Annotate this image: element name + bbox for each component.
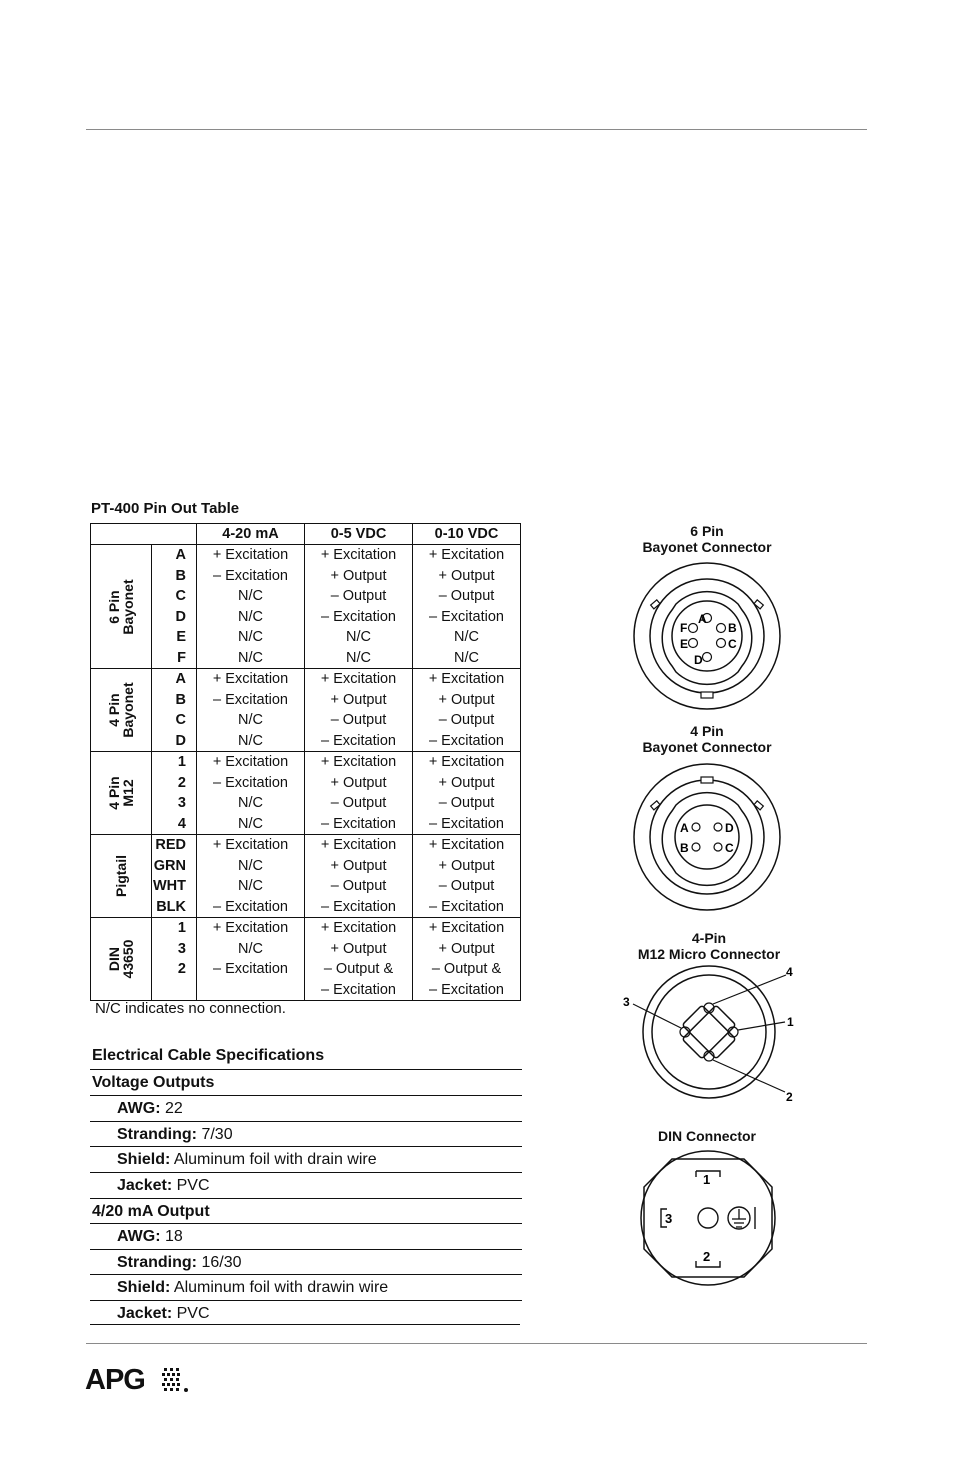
- pin-d-label: D: [725, 821, 734, 835]
- signal-cell-v10: [413, 835, 521, 918]
- pin-b-label: B: [728, 621, 737, 635]
- pin-3-label: 3: [665, 1211, 673, 1226]
- pin-id: F: [177, 649, 186, 666]
- pin-id: D: [175, 732, 186, 749]
- four-pin-connector-title: [607, 723, 807, 755]
- signal-value: N/C: [238, 588, 263, 604]
- spec-item: Stranding: 16/30: [90, 1249, 522, 1275]
- label-line: Pigtail: [113, 854, 129, 898]
- signal-value: N/C: [346, 649, 371, 666]
- signal-value: – Excitation: [429, 815, 504, 832]
- pinout-table: [90, 523, 521, 1001]
- spec-item: Shield: Aluminum foil with drawin wire: [90, 1274, 522, 1300]
- title-line: Bayonet Connector: [642, 739, 772, 755]
- pin-id: 1: [177, 920, 186, 936]
- signal-value: – Output: [438, 878, 495, 894]
- signal-cell-v10: [413, 669, 521, 752]
- pin-id-cell: [152, 835, 197, 918]
- label-line: 4 Pin: [106, 693, 122, 727]
- table-row: [91, 545, 521, 669]
- pin-a-socket: [692, 823, 700, 831]
- label-line: Bayonet: [120, 578, 136, 635]
- signal-value: N/C: [238, 732, 263, 749]
- spec-table-bottom-rule: [90, 1324, 520, 1325]
- pin-b-socket: [692, 843, 700, 851]
- pin-id: B: [175, 691, 186, 708]
- signal-cell-v5: [305, 545, 413, 669]
- m12-connector-diagram: [615, 962, 805, 1107]
- pin-id: A: [175, 547, 186, 563]
- pin-id: GRN: [153, 857, 186, 874]
- label-line: Bayonet: [120, 682, 136, 738]
- label-line: 6 Pin: [106, 589, 122, 624]
- six-pin-connector-diagram: [628, 562, 788, 712]
- pin-id-cell: [152, 918, 197, 1001]
- title-line: 6 Pin: [690, 523, 724, 539]
- pin-c-socket: [717, 639, 726, 648]
- signal-value: – Excitation: [213, 567, 288, 584]
- signal-value: – Excitation: [321, 608, 396, 625]
- signal-value: + Excitation: [320, 671, 397, 687]
- connector-group-label-text: [107, 579, 135, 634]
- signal-cell-ma: [197, 835, 305, 918]
- pin-2-label: 2: [786, 1090, 793, 1104]
- connector-group-label: [91, 918, 152, 1001]
- connector-group-label-text: [114, 855, 128, 897]
- pin-2-label: 2: [703, 1249, 711, 1264]
- signal-value: – Output &: [431, 961, 502, 977]
- signal-value: – Excitation: [321, 815, 396, 832]
- pin-id: 2: [177, 961, 186, 977]
- pin-id-cell: [152, 752, 197, 835]
- spec-item: Jacket: PVC: [90, 1172, 522, 1198]
- signal-value: – Output: [438, 588, 495, 604]
- pin-id: C: [175, 712, 186, 728]
- spec-item: Shield: Aluminum foil with drain wire: [90, 1146, 522, 1172]
- signal-value: – Output: [330, 878, 387, 894]
- pin-id: D: [175, 608, 186, 625]
- signal-value: + Excitation: [212, 547, 289, 563]
- connector-group-label-text: [107, 940, 135, 979]
- signal-value: + Output: [330, 691, 387, 708]
- pin-id: B: [175, 567, 186, 584]
- label-line: DIN: [106, 946, 122, 972]
- pin-3-label: 3: [623, 995, 630, 1009]
- pin-d-socket: [714, 823, 722, 831]
- signal-value: + Excitation: [212, 920, 289, 936]
- bottom-divider: [86, 1343, 867, 1344]
- signal-value: + Output: [438, 774, 495, 791]
- column-header: 0-5 VDC: [305, 524, 413, 545]
- signal-value: – Excitation: [321, 981, 396, 998]
- pin-c-socket: [714, 843, 722, 851]
- title-line: Bayonet Connector: [642, 539, 772, 555]
- pin-id: C: [175, 588, 186, 604]
- signal-value: N/C: [454, 629, 479, 645]
- spec-item: AWG: 22: [90, 1095, 522, 1121]
- signal-value: + Excitation: [212, 837, 289, 853]
- title-line: 4-Pin: [691, 930, 727, 946]
- pin-id-cell: [152, 545, 197, 669]
- signal-value: + Excitation: [320, 920, 397, 936]
- table-corner-cell: [91, 524, 197, 545]
- signal-cell-ma: [197, 545, 305, 669]
- pin-f-socket: [689, 624, 698, 633]
- signal-value: N/C: [454, 649, 479, 666]
- signal-cell-v5: [305, 752, 413, 835]
- label-line: M12: [120, 779, 136, 807]
- signal-value: + Output: [330, 857, 387, 874]
- signal-value: – Output: [330, 795, 387, 811]
- spec-section-heading: 4/20 mA Output: [90, 1198, 522, 1224]
- signal-cell-v10: [413, 918, 521, 1001]
- pin-1-label: 1: [703, 1172, 711, 1187]
- signal-value: N/C: [238, 649, 263, 666]
- signal-value: – Output &: [323, 961, 394, 977]
- signal-value: + Excitation: [320, 837, 397, 853]
- pin-e-label: E: [680, 637, 689, 651]
- signal-value: – Excitation: [213, 961, 288, 977]
- spec-section-heading: Voltage Outputs: [90, 1069, 522, 1095]
- signal-value: + Output: [330, 940, 387, 957]
- apg-logo: APG: [85, 1364, 145, 1396]
- title-line: M12 Micro Connector: [637, 946, 781, 962]
- pin-a-label: A: [698, 612, 707, 626]
- six-pin-connector-title: [607, 523, 807, 555]
- pin-c-label: C: [725, 841, 734, 855]
- signal-value: – Excitation: [213, 898, 288, 915]
- signal-value: + Output: [438, 567, 495, 584]
- cable-specs-title: Electrical Cable Specifications: [92, 1047, 325, 1064]
- signal-value: + Excitation: [212, 671, 289, 687]
- pin-id: 3: [177, 795, 186, 811]
- signal-value: – Excitation: [213, 774, 288, 791]
- connector-group-label: [91, 545, 152, 669]
- pin-1-label: 1: [787, 1015, 794, 1029]
- signal-value: – Output: [330, 712, 387, 728]
- pin-id: 1: [177, 754, 186, 770]
- signal-cell-v5: [305, 669, 413, 752]
- pin-id: A: [175, 671, 186, 687]
- signal-cell-v10: [413, 545, 521, 669]
- pin-e-socket: [689, 639, 698, 648]
- label-line: 4 Pin: [106, 776, 122, 810]
- signal-value: N/C: [238, 712, 263, 728]
- spec-item: Jacket: PVC: [90, 1300, 522, 1326]
- signal-cell-v5: [305, 835, 413, 918]
- title-line: 4 Pin: [690, 723, 724, 739]
- signal-value: – Excitation: [429, 898, 504, 915]
- signal-value: + Excitation: [212, 754, 289, 770]
- connector-group-label: [91, 835, 152, 918]
- signal-value: – Output: [438, 795, 495, 811]
- signal-value: + Excitation: [428, 754, 505, 770]
- signal-value: – Excitation: [213, 691, 288, 708]
- signal-value: – Excitation: [429, 608, 504, 625]
- signal-value: N/C: [238, 940, 263, 957]
- pinout-table-title: PT-400 Pin Out Table: [91, 500, 240, 517]
- table-row: [91, 835, 521, 918]
- signal-cell-ma: [197, 918, 305, 1001]
- signal-value: + Output: [438, 857, 495, 874]
- signal-value: – Excitation: [429, 732, 504, 749]
- signal-value: N/C: [238, 878, 263, 894]
- signal-value: N/C: [238, 815, 263, 832]
- pin-id: WHT: [152, 878, 186, 894]
- spec-item: Stranding: 7/30: [90, 1121, 522, 1147]
- table-row: [91, 752, 521, 835]
- din-connector-diagram: [634, 1149, 784, 1289]
- connector-group-label-text: [107, 776, 135, 809]
- signal-value: + Excitation: [428, 671, 505, 687]
- signal-value: N/C: [238, 795, 263, 811]
- table-row: [91, 918, 521, 1001]
- signal-value: + Excitation: [320, 754, 397, 770]
- signal-value: + Excitation: [320, 547, 397, 563]
- pin-f-label: F: [680, 621, 688, 635]
- pin-id: E: [176, 629, 186, 645]
- pin-id: 2: [177, 774, 186, 791]
- pin-id: 4: [177, 815, 186, 832]
- signal-value: + Output: [330, 774, 387, 791]
- pin-4-label: 4: [786, 965, 793, 979]
- signal-value: + Output: [438, 940, 495, 957]
- pin-d-label: D: [694, 653, 703, 667]
- pin-id: 3: [177, 940, 186, 957]
- pin-d-socket: [703, 653, 712, 662]
- pin-id: BLK: [156, 898, 186, 915]
- signal-value: N/C: [238, 857, 263, 874]
- apg-logo-mark-icon: [162, 1368, 190, 1394]
- label-line: 43650: [120, 939, 136, 979]
- signal-value: + Excitation: [428, 837, 505, 853]
- connector-group-label: [91, 669, 152, 752]
- signal-value: – Excitation: [321, 898, 396, 915]
- top-divider: [86, 129, 867, 130]
- table-row: [91, 669, 521, 752]
- din-connector-title: DIN Connector: [658, 1128, 756, 1144]
- connector-group-label: [91, 752, 152, 835]
- column-header: 0-10 VDC: [413, 524, 521, 545]
- pin-c-label: C: [728, 637, 737, 651]
- table-footnote: N/C indicates no connection.: [95, 1000, 286, 1017]
- pin-b-socket: [717, 624, 726, 633]
- signal-cell-v5: [305, 918, 413, 1001]
- pin-id: RED: [155, 837, 186, 853]
- signal-value: + Output: [330, 567, 387, 584]
- pin-b-label: B: [680, 841, 689, 855]
- signal-value: N/C: [346, 629, 371, 645]
- signal-value: N/C: [238, 629, 263, 645]
- signal-cell-ma: [197, 669, 305, 752]
- signal-cell-ma: [197, 752, 305, 835]
- signal-value: – Excitation: [321, 732, 396, 749]
- pin-id-cell: [152, 669, 197, 752]
- signal-value: + Excitation: [428, 547, 505, 563]
- four-pin-connector-diagram: [628, 763, 788, 913]
- signal-value: + Excitation: [428, 920, 505, 936]
- signal-value: – Excitation: [429, 981, 504, 998]
- signal-value: N/C: [238, 608, 263, 625]
- table-header-row: [91, 524, 521, 545]
- m12-connector-title: [609, 930, 809, 962]
- signal-value: – Output: [330, 588, 387, 604]
- spec-item: AWG: 18: [90, 1223, 522, 1249]
- signal-value: – Output: [438, 712, 495, 728]
- connector-group-label-text: [107, 682, 135, 737]
- signal-cell-v10: [413, 752, 521, 835]
- pin-a-label: A: [680, 821, 689, 835]
- signal-value: + Output: [438, 691, 495, 708]
- column-header: 4-20 mA: [197, 524, 305, 545]
